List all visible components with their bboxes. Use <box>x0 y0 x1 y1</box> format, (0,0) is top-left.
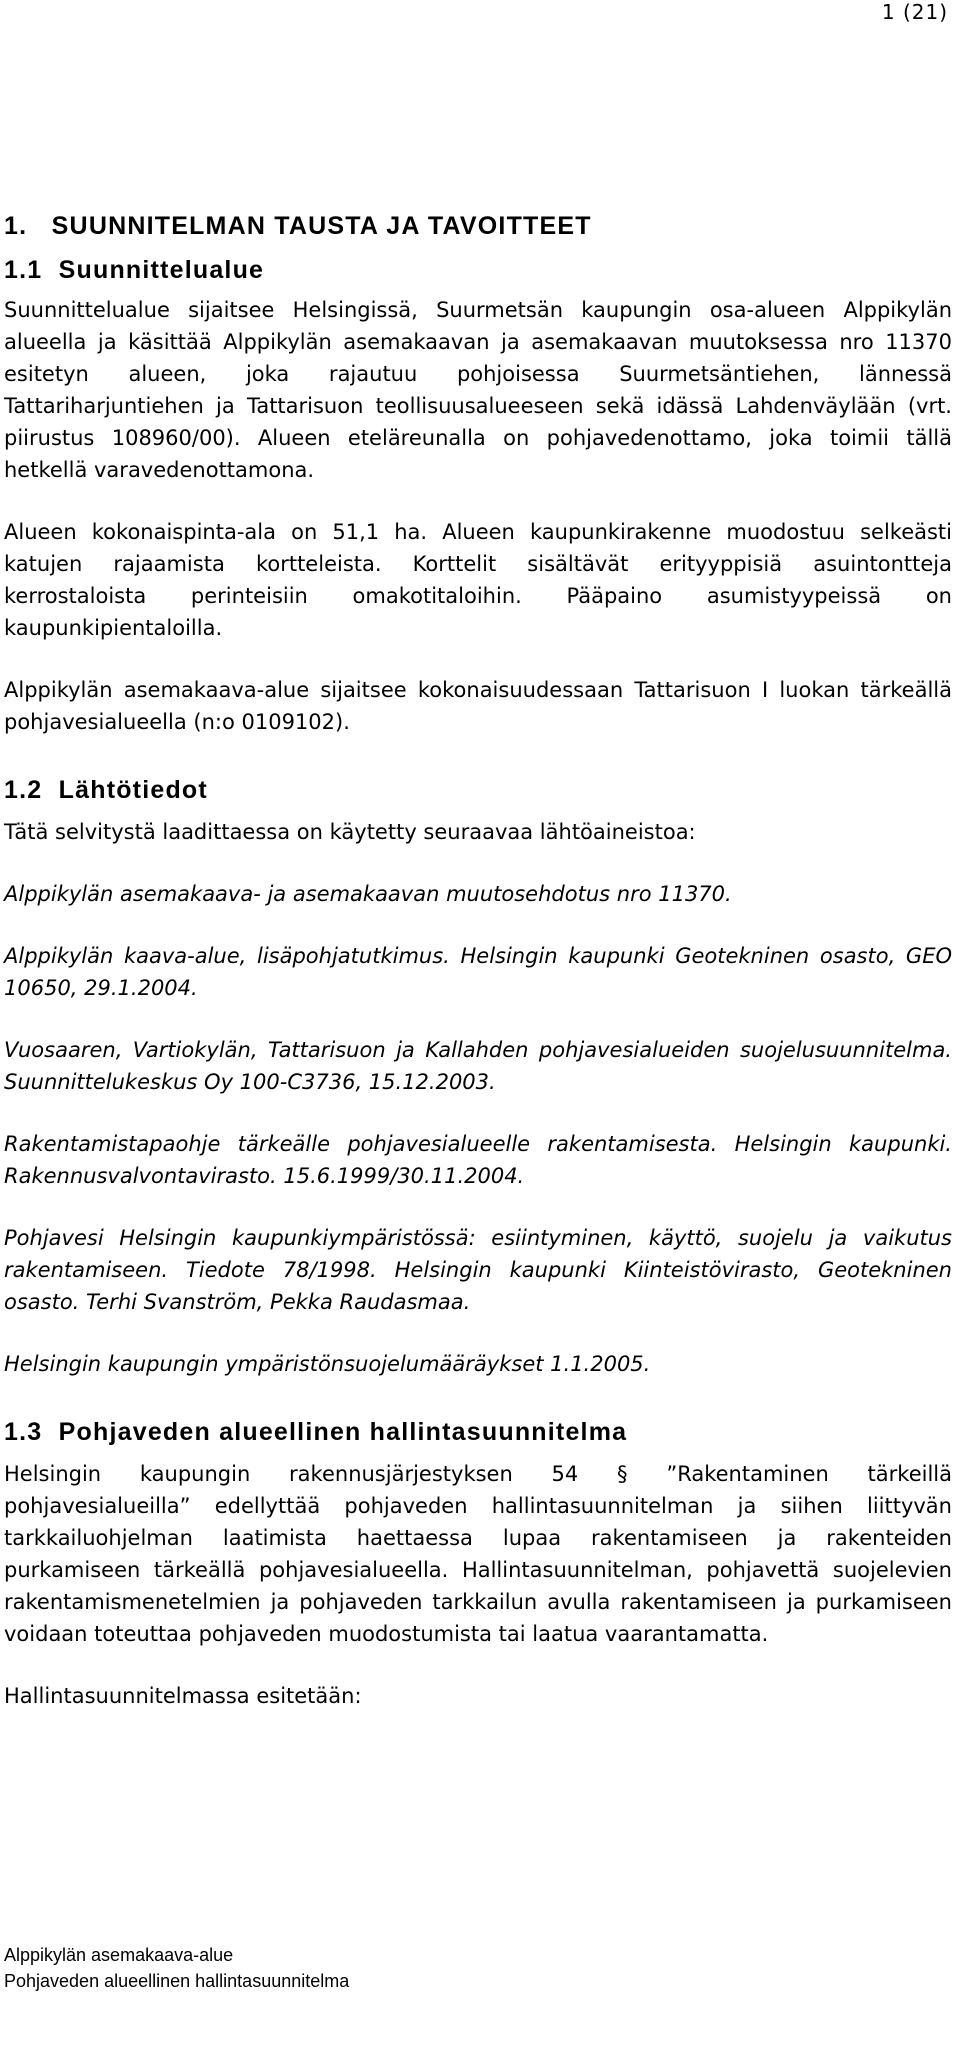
source-item-1: Alppikylän asemakaava- ja asemakaavan muutosehdotus nro 11370. <box>4 882 732 906</box>
section-1-heading: 1. SUUNNITELMAN TAUSTA JA TAVOITTEET <box>4 212 592 240</box>
source-item-2: Alppikylän kaava-alue, lisäpohjatutkimus. Helsingin kaupunki Geotekninen osasto, GEO 10650, 29.1.2004. <box>4 944 952 1000</box>
section-1-1-paragraph-3: Alppikylän asemakaava-alue sijaitsee kokonaisuudessaan Tattarisuon I luokan tärkeällä pohjavesialueella (n:o 0109102). <box>4 678 952 734</box>
section-1-1-heading: 1.1 Suunnittelualue <box>4 256 265 284</box>
section-1-3-paragraph-1: Helsingin kaupungin rakennusjärjestyksen 54 § ”Rakentaminen tärkeillä pohjavesialueilla” edellyttää pohjaveden hallintasuunnitelman ja siihen liittyvän tarkkailuohjelman laatimista haettaessa lupaa rakentamiseen ja rakenteiden purkamiseen tärkeällä pohjavesialueella. Hallintasuunnitelman, pohjavettä suojelevien rakentamismenetelmien ja pohjaveden tarkkailun avulla rakentamiseen ja purkamiseen voidaan toteuttaa pohjaveden muodostumista tai laatua vaarantamatta. <box>4 1462 952 1646</box>
section-1-2-intro: Tätä selvitystä laadittaessa on käytetty seuraavaa lähtöaineistoa: <box>4 820 696 844</box>
source-item-4: Rakentamistapaohje tärkeälle pohjavesialueelle rakentamisesta. Helsingin kaupunki. Rakennusvalvontavirasto. 15.6.1999/30.11.2004. <box>4 1132 952 1188</box>
page-footer <box>4 1942 349 1994</box>
section-1-1-paragraph-2: Alueen kokonaispinta-ala on 51,1 ha. Alueen kaupunkirakenne muodostuu selkeästi katujen rajaamista kortteleista. Korttelit sisältävät erityyppisiä asuintontteja kerrostaloista perinteisiin omakotitaloihin. Pääpaino asumistyypeissä on kaupunkipientaloilla. <box>4 520 952 640</box>
source-item-3: Vuosaaren, Vartiokylän, Tattarisuon ja Kallahden pohjavesialueiden suojelusuunnitelma. Suunnittelukeskus Oy 100-C3736, 15.12.2003. <box>4 1038 952 1094</box>
document-body <box>4 204 952 1712</box>
section-1-2-heading: 1.2 Lähtötiedot <box>4 776 208 804</box>
section-1-1-paragraph-1: Suunnittelualue sijaitsee Helsingissä, Suurmetsän kaupungin osa-alueen Alppikylän alueella ja käsittää Alppikylän asemakaavan ja asemakaavan muutoksessa nro 11370 esitetyn alueen, joka rajautuu pohjoisessa Suurmetsäntiehen, lännessä Tattariharjuntiehen ja Tattarisuon teollisuusalueeseen sekä idässä Lahdenväylään (vrt. piirustus 108960/00). Alueen eteläreunalla on pohjavedenottamo, joka toimii tällä hetkellä varavedenottamona. <box>4 298 952 482</box>
page-number: 1 (21) <box>881 0 948 24</box>
source-item-5: Pohjavesi Helsingin kaupunkiympäristössä: esiintyminen, käyttö, suojelu ja vaikutus rakentamiseen. Tiedote 78/1998. Helsingin kaupunki Kiinteistövirasto, Geotekninen osasto. Terhi Svanström, Pekka Raudasmaa. <box>4 1226 952 1314</box>
source-item-6: Helsingin kaupungin ympäristönsuojelumääräykset 1.1.2005. <box>4 1352 651 1376</box>
footer-line-2: Pohjaveden alueellinen hallintasuunnitelma <box>4 1971 350 1991</box>
section-1-3-heading: 1.3 Pohjaveden alueellinen hallintasuunnitelma <box>4 1418 628 1446</box>
footer-line-1: Alppikylän asemakaava-alue <box>4 1945 234 1965</box>
section-1-3-paragraph-2: Hallintasuunnitelmassa esitetään: <box>4 1684 362 1708</box>
